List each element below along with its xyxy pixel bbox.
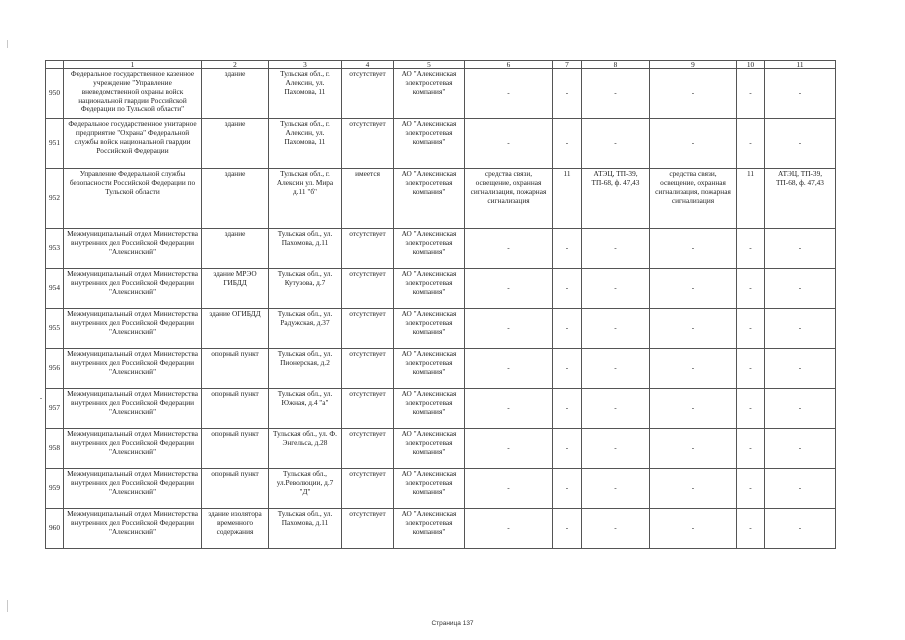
col5-cell: АО "Алексинская электросетевая компания": [394, 509, 465, 549]
col7-cell: -: [553, 309, 582, 349]
col6-cell: -: [465, 429, 553, 469]
col8-cell: -: [582, 69, 650, 119]
organization-cell: Межмуниципальный отдел Министерства внутренних дел Российской Федерации "Алексинский": [64, 309, 202, 349]
col5-cell: АО "Алексинская электросетевая компания": [394, 389, 465, 429]
table-row: [46, 349, 836, 389]
row-number: 959: [46, 469, 64, 509]
col11-cell: -: [765, 349, 836, 389]
address-cell: Тульская обл., ул. Радужская, д.37: [269, 309, 342, 349]
object-type-cell: здание: [202, 229, 269, 269]
col11-cell: -: [765, 429, 836, 469]
object-type-cell: здание ОГИБДД: [202, 309, 269, 349]
organization-cell: Управление Федеральной службы безопасности Российской Федерации по Тульской области: [64, 169, 202, 229]
header-cell: 1: [64, 61, 202, 69]
object-type-cell: здание: [202, 169, 269, 229]
table-row: [46, 269, 836, 309]
col6-cell: -: [465, 389, 553, 429]
row-number: 954: [46, 269, 64, 309]
col10-cell: -: [737, 429, 765, 469]
table-row: [46, 469, 836, 509]
col9-cell: -: [650, 389, 737, 429]
organization-cell: Межмуниципальный отдел Министерства внутренних дел Российской Федерации "Алексинский": [64, 229, 202, 269]
col8-cell: -: [582, 309, 650, 349]
header-cell: 10: [737, 61, 765, 69]
col6-cell: -: [465, 269, 553, 309]
col6-cell: -: [465, 349, 553, 389]
col4-cell: отсутствует: [342, 349, 394, 389]
address-cell: Тульская обл., г. Алексин ул. Мира д.11 "б": [269, 169, 342, 229]
header-cell: 2: [202, 61, 269, 69]
table-row: [46, 309, 836, 349]
col9-cell: -: [650, 229, 737, 269]
col7-cell: -: [553, 269, 582, 309]
header-cell: 3: [269, 61, 342, 69]
col10-cell: -: [737, 269, 765, 309]
margin-mark-top: [7, 40, 8, 48]
row-number: 956: [46, 349, 64, 389]
organization-cell: Межмуниципальный отдел Министерства внутренних дел Российской Федерации "Алексинский": [64, 429, 202, 469]
col7-cell: -: [553, 509, 582, 549]
col8-cell: -: [582, 349, 650, 389]
col7-cell: -: [553, 119, 582, 169]
table-row: [46, 169, 836, 229]
col11-cell: -: [765, 69, 836, 119]
header-cell: 5: [394, 61, 465, 69]
header-cell: 4: [342, 61, 394, 69]
table-row: [46, 229, 836, 269]
address-cell: Тульская обл., ул. Пионерская, д.2: [269, 349, 342, 389]
col4-cell: отсутствует: [342, 119, 394, 169]
address-cell: Тульская обл., ул. Южная, д.4 "а": [269, 389, 342, 429]
col6-cell: -: [465, 509, 553, 549]
row-number: 958: [46, 429, 64, 469]
organization-cell: Межмуниципальный отдел Министерства внутренних дел Российской Федерации "Алексинский": [64, 269, 202, 309]
col4-cell: имеется: [342, 169, 394, 229]
col7-cell: -: [553, 349, 582, 389]
col9-cell: -: [650, 509, 737, 549]
scan-artifact: [40, 398, 42, 399]
page-footer: Страница 137: [431, 620, 474, 627]
col9-cell: -: [650, 469, 737, 509]
object-type-cell: здание: [202, 119, 269, 169]
col11-cell: -: [765, 119, 836, 169]
col8-cell: -: [582, 509, 650, 549]
col4-cell: отсутствует: [342, 469, 394, 509]
col11-cell: -: [765, 309, 836, 349]
col10-cell: -: [737, 69, 765, 119]
table-row: [46, 119, 836, 169]
header-cell: 11: [765, 61, 836, 69]
col7-cell: -: [553, 69, 582, 119]
address-cell: Тульская обл., ул. Ф. Энгельса, д.28: [269, 429, 342, 469]
col10-cell: -: [737, 229, 765, 269]
col8-cell: -: [582, 119, 650, 169]
col6-cell: -: [465, 309, 553, 349]
header-cell: 8: [582, 61, 650, 69]
address-cell: Тульская обл., ул.Революции, д.7 "Д": [269, 469, 342, 509]
object-type-cell: опорный пункт: [202, 469, 269, 509]
col8-cell: -: [582, 469, 650, 509]
row-number: 960: [46, 509, 64, 549]
header-cell: 7: [553, 61, 582, 69]
col5-cell: АО "Алексинская электросетевая компания": [394, 269, 465, 309]
col6-cell: -: [465, 69, 553, 119]
col4-cell: отсутствует: [342, 429, 394, 469]
header-cell: [46, 61, 64, 69]
object-type-cell: опорный пункт: [202, 429, 269, 469]
margin-mark-bottom: [7, 600, 8, 612]
organization-cell: Федеральное государственное унитарное предприятие "Охрана" Федеральной службы войск национальной гвардии Российской Федерации: [64, 119, 202, 169]
col5-cell: АО "Алексинская электросетевая компания": [394, 229, 465, 269]
col10-cell: -: [737, 119, 765, 169]
col9-cell: -: [650, 69, 737, 119]
row-number: 952: [46, 169, 64, 229]
col4-cell: отсутствует: [342, 229, 394, 269]
col11-cell: -: [765, 389, 836, 429]
row-number: 953: [46, 229, 64, 269]
col10-cell: -: [737, 469, 765, 509]
col8-cell: АТЭЦ, ТП-39, ТП-68, ф. 47,43: [582, 169, 650, 229]
col7-cell: 11: [553, 169, 582, 229]
col5-cell: АО "Алексинская электросетевая компания": [394, 469, 465, 509]
address-cell: Тульская обл., ул. Пахомова, д.11: [269, 509, 342, 549]
table-row: [46, 509, 836, 549]
address-cell: Тульская обл., ул. Пахомова, д.11: [269, 229, 342, 269]
col6-cell: средства связи, освещение, охранная сигнализация, пожарная сигнализация: [465, 169, 553, 229]
col10-cell: 11: [737, 169, 765, 229]
col6-cell: -: [465, 229, 553, 269]
col9-cell: -: [650, 349, 737, 389]
object-type-cell: опорный пункт: [202, 349, 269, 389]
col10-cell: -: [737, 309, 765, 349]
row-number: 951: [46, 119, 64, 169]
col8-cell: -: [582, 389, 650, 429]
table-row: [46, 69, 836, 119]
col4-cell: отсутствует: [342, 69, 394, 119]
col8-cell: -: [582, 229, 650, 269]
col9-cell: -: [650, 269, 737, 309]
organization-cell: Межмуниципальный отдел Министерства внутренних дел Российской Федерации "Алексинский": [64, 509, 202, 549]
col11-cell: АТЭЦ, ТП-39, ТП-68, ф. 47,43: [765, 169, 836, 229]
row-number: 955: [46, 309, 64, 349]
col5-cell: АО "Алексинская электросетевая компания": [394, 309, 465, 349]
table-row: [46, 429, 836, 469]
address-cell: Тульская обл., г. Алексин, ул. Пахомова, 11: [269, 69, 342, 119]
column-number-header-row: [46, 61, 836, 69]
col8-cell: -: [582, 269, 650, 309]
col4-cell: отсутствует: [342, 269, 394, 309]
col11-cell: -: [765, 469, 836, 509]
organization-cell: Межмуниципальный отдел Министерства внутренних дел Российской Федерации "Алексинский": [64, 389, 202, 429]
organization-cell: Межмуниципальный отдел Министерства внутренних дел Российской Федерации "Алексинский": [64, 469, 202, 509]
object-type-cell: здание изолятора временного содержания: [202, 509, 269, 549]
register-table: [45, 60, 836, 549]
address-cell: Тульская обл., ул. Кутузова, д.7: [269, 269, 342, 309]
col6-cell: -: [465, 119, 553, 169]
header-cell: 6: [465, 61, 553, 69]
organization-cell: Федеральное государственное казенное учреждение "Управление вневедомственной охраны войск национальной гвардии Российской Федерации по Тульской области": [64, 69, 202, 119]
col5-cell: АО "Алексинская электросетевая компания": [394, 349, 465, 389]
row-number: 957: [46, 389, 64, 429]
col5-cell: АО "Алексинская электросетевая компания": [394, 119, 465, 169]
col5-cell: АО "Алексинская электросетевая компания": [394, 429, 465, 469]
header-cell: 9: [650, 61, 737, 69]
col10-cell: -: [737, 509, 765, 549]
col9-cell: -: [650, 309, 737, 349]
object-type-cell: здание МРЭО ГИБДД: [202, 269, 269, 309]
col8-cell: -: [582, 429, 650, 469]
col7-cell: -: [553, 429, 582, 469]
col10-cell: -: [737, 349, 765, 389]
col4-cell: отсутствует: [342, 389, 394, 429]
table-row: [46, 389, 836, 429]
col7-cell: -: [553, 229, 582, 269]
col9-cell: средства связи, освещение, охранная сигнализация, пожарная сигнализация: [650, 169, 737, 229]
col5-cell: АО "Алексинская электросетевая компания": [394, 169, 465, 229]
col7-cell: -: [553, 469, 582, 509]
col5-cell: АО "Алексинская электросетевая компания": [394, 69, 465, 119]
col10-cell: -: [737, 389, 765, 429]
col9-cell: -: [650, 119, 737, 169]
address-cell: Тульская обл., г. Алексин, ул. Пахомова, 11: [269, 119, 342, 169]
col4-cell: отсутствует: [342, 309, 394, 349]
col11-cell: -: [765, 229, 836, 269]
col6-cell: -: [465, 469, 553, 509]
row-number: 950: [46, 69, 64, 119]
object-type-cell: опорный пункт: [202, 389, 269, 429]
col7-cell: -: [553, 389, 582, 429]
col11-cell: -: [765, 509, 836, 549]
col4-cell: отсутствует: [342, 509, 394, 549]
col9-cell: -: [650, 429, 737, 469]
object-type-cell: здание: [202, 69, 269, 119]
col11-cell: -: [765, 269, 836, 309]
organization-cell: Межмуниципальный отдел Министерства внутренних дел Российской Федерации "Алексинский": [64, 349, 202, 389]
